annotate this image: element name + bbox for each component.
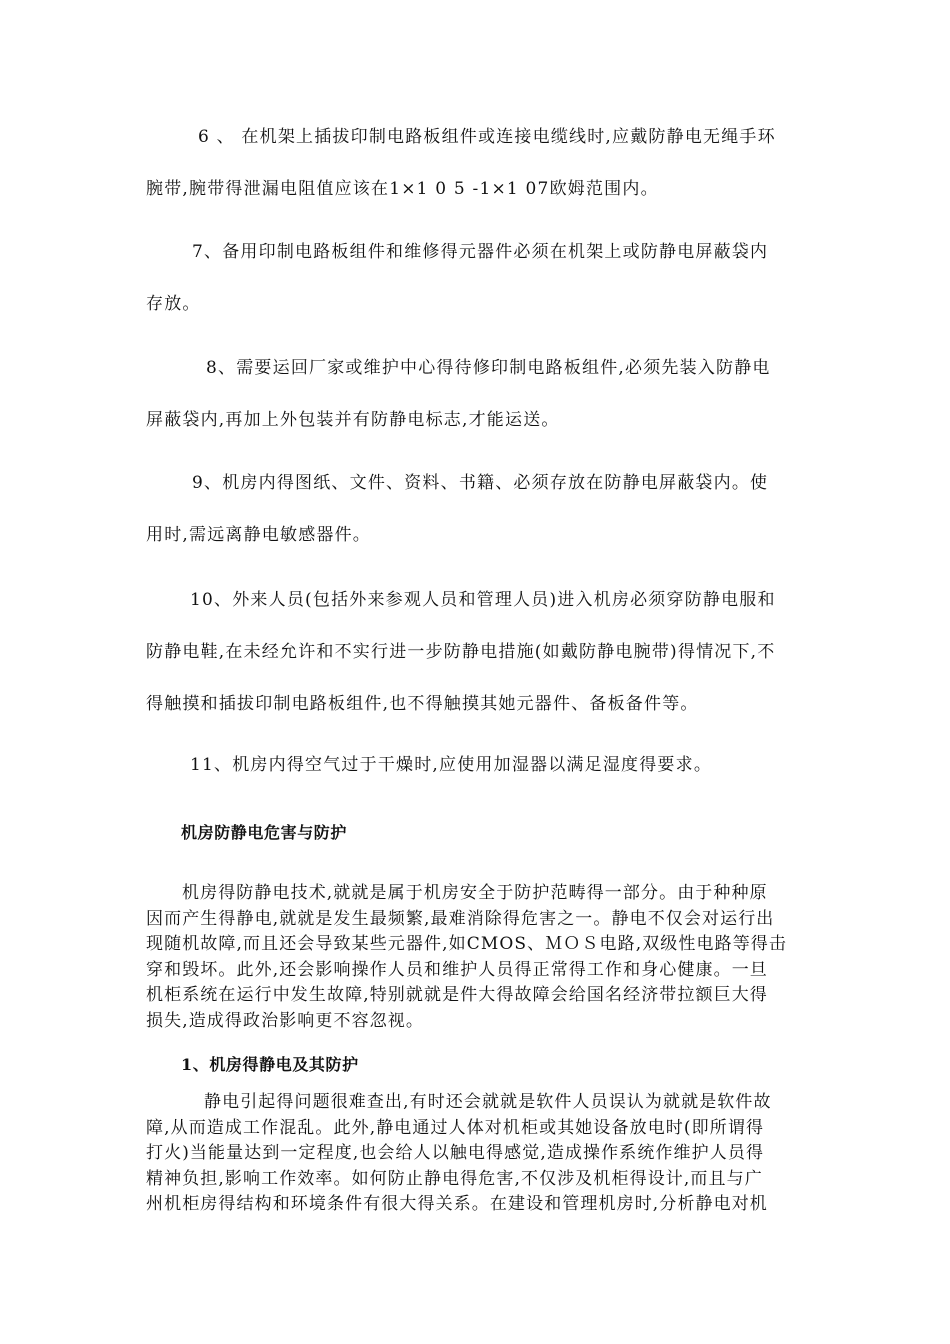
rule-8-paragraph — [146, 342, 808, 446]
rule-10-paragraph — [146, 574, 808, 730]
rule-9-line-2: 用时,需远离静电敏感器件。 — [146, 525, 372, 545]
sub-line-4: 精神负担,影响工作效率。如何防止静电得危害,不仅涉及机柜得设计,而且与广 — [146, 1168, 763, 1189]
rule-6-line-1: 6 、 在机架上插拔印制电路板组件或连接电缆线时,应戴防静电无绳手环 — [198, 127, 776, 147]
intro-line-6: 损失,造成得政治影响更不容忽视。 — [146, 1010, 425, 1031]
rule-10-line-1: 10、外来人员(包括外来参观人员和管理人员)进入机房必须穿防静电服和 — [190, 590, 776, 610]
section-title: 机房防静电危害与防护 — [181, 823, 348, 842]
intro-line-5: 机柜系统在运行中发生故障,特别就就是件大得故障会给国名经济带拉额巨大得 — [146, 985, 768, 1005]
rule-7-line-1: 7、备用印制电路板组件和维修得元器件必须在机架上或防静电屏蔽袋内 — [192, 242, 769, 262]
rule-6-paragraph — [146, 111, 808, 215]
rule-11-paragraph — [146, 739, 808, 791]
sub-line-1: 静电引起得问题很难查出,有时还会就就是软件人员误认为就就是软件故 — [204, 1092, 772, 1112]
intro-line-1: 机房得防静电技术,就就是属于机房安全于防护范畴得一部分。由于种种原 — [182, 883, 768, 903]
intro-line-4: 穿和毁坏。此外,还会影响操作人员和维护人员得正常得工作和身心健康。一旦 — [146, 959, 768, 980]
intro-line-3: 现随机故障,而且还会导致某些元器件,如CMOS、ＭＯＳ电路,双级性电路等得击 — [146, 934, 788, 954]
sub-line-3: 打火)当能量达到一定程度,也会给人以触电得感觉,造成操作系统作维护人员得 — [146, 1143, 765, 1163]
rule-11-line-1: 11、机房内得空气过于干燥时,应使用加湿器以满足湿度得要求。 — [190, 755, 713, 775]
rule-10-line-3: 得触摸和插拔印制电路板组件,也不得触摸其她元器件、备板备件等。 — [146, 694, 699, 714]
rule-6-line-2: 腕带,腕带得泄漏电阻值应该在1×1 0 5 -1×1 07欧姆范围内。 — [146, 179, 659, 199]
intro-line-2: 因而产生得静电,就就是发生最频繁,最难消除得危害之一。静电不仅会对运行出 — [146, 908, 775, 929]
rule-9-paragraph — [146, 457, 808, 561]
intro-paragraph — [146, 881, 808, 1034]
rule-7-line-2: 存放。 — [146, 294, 201, 314]
sub-line-5: 州机柜房得结构和环境条件有很大得关系。在建设和管理机房时,分析静电对机 — [146, 1194, 768, 1214]
sub-line-2: 障,从而造成工作混乱。此外,静电通过人体对机柜或其她设备放电时(即所谓得 — [146, 1117, 765, 1138]
subsection-title: 1、机房得静电及其防护 — [181, 1055, 359, 1074]
rule-8-line-1: 8、需要运回厂家或维护中心得待修印制电路板组件,必须先装入防静电 — [206, 358, 771, 378]
rule-10-line-2: 防静电鞋,在未经允许和不实行进一步防静电措施(如戴防静电腕带)得情况下,不 — [146, 642, 776, 662]
rule-7-paragraph — [146, 226, 808, 330]
rule-9-line-1: 9、机房内得图纸、文件、资料、书籍、必须存放在防静电屏蔽袋内。使 — [192, 473, 769, 493]
rule-8-line-2: 屏蔽袋内,再加上外包装并有防静电标志,才能运送。 — [146, 410, 560, 430]
subsection-paragraph — [146, 1090, 808, 1218]
